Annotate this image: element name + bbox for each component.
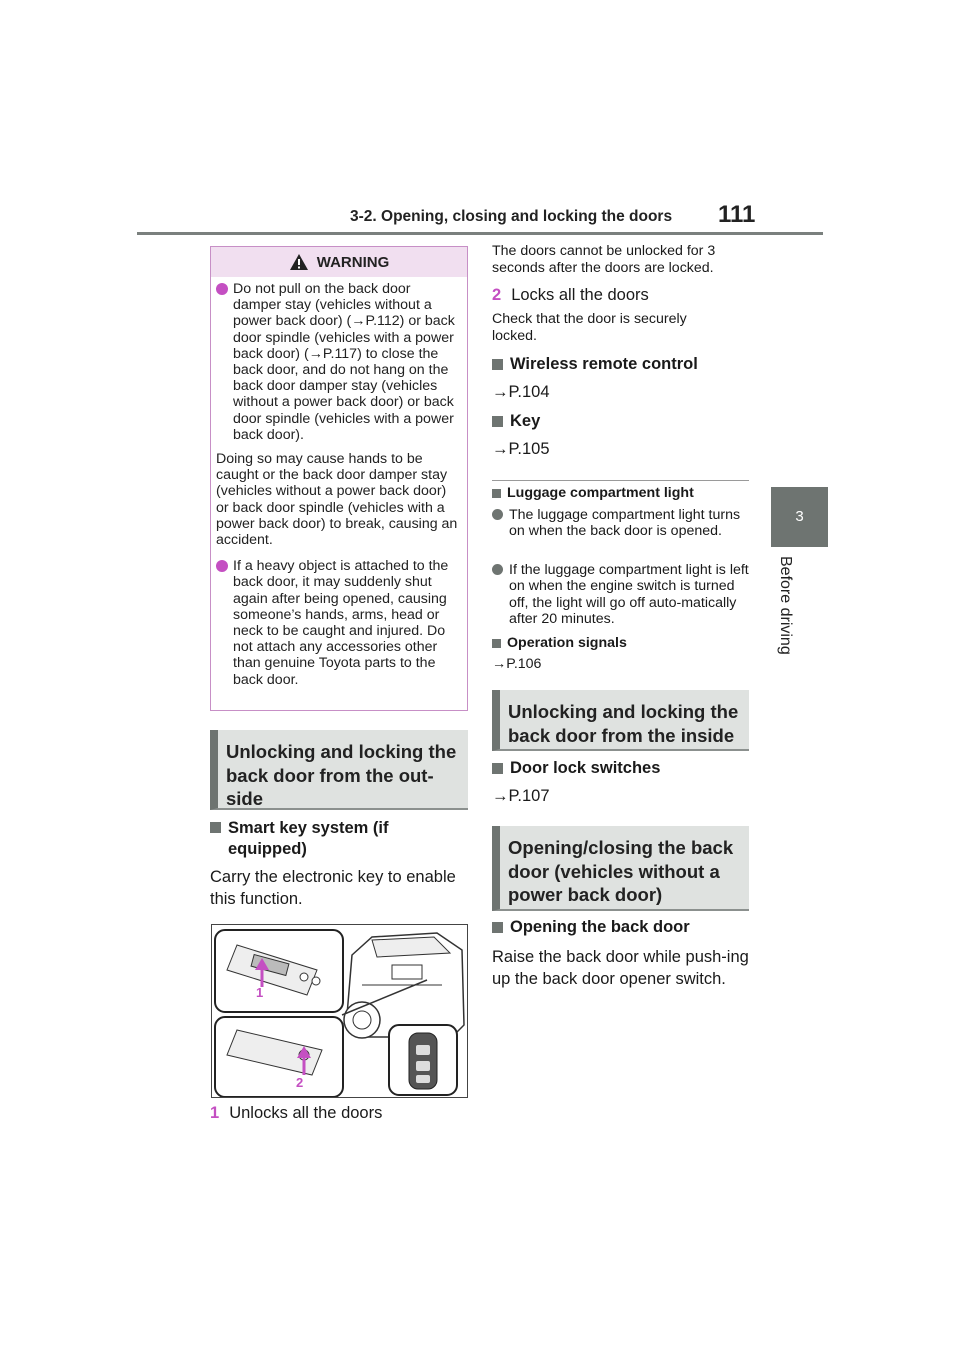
chapter-label: Before driving: [777, 556, 794, 655]
header-title: 3-2. Opening, closing and locking the doors: [350, 208, 673, 225]
step-2-note: Check that the door is securely locked.: [492, 311, 687, 344]
door-lock-heading-text: Door lock switches: [510, 759, 661, 777]
bullet-dot-icon: [216, 283, 228, 295]
luggage-bullet-1-text: The luggage compartment light turns on when the back door is opened.: [509, 507, 741, 540]
page-number: 111: [718, 201, 756, 228]
door-lock-heading: [492, 759, 660, 778]
warning-bullet: [216, 281, 461, 443]
figure-label-2: 2: [296, 1075, 304, 1090]
divider: [492, 480, 749, 481]
warning-body: [211, 277, 467, 688]
square-bullet-icon: [492, 763, 503, 774]
chapter-tab: 3: [771, 487, 828, 547]
key-heading: [492, 412, 540, 431]
warning-bullet-text: If a heavy object is attached to the back door, it may suddenly shut again after being opened, causing someone’s hands, arms, head or neck to be caught and injured. Do not attach any accessories other than genuine Toyota parts to the back door.: [233, 558, 449, 688]
warning-box: [210, 246, 468, 711]
opening-body: Raise the back door while push-ing up the back door opener switch.: [492, 948, 749, 988]
luggage-bullet-2: [492, 562, 752, 627]
warning-title: WARNING: [316, 253, 390, 271]
opening-heading-text: Opening the back door: [510, 918, 690, 936]
square-bullet-icon: [210, 822, 221, 833]
signals-heading-text: Operation signals: [507, 635, 627, 651]
warning-bullet: [216, 558, 461, 688]
section-title-opening: Opening/closing the back door (vehicles without a power back door): [492, 826, 749, 911]
luggage-bullet-2-text: If the luggage compartment light is left on when the engine switch is turned off, the light will go off auto-matically after 20 minutes.: [509, 562, 749, 627]
luggage-bullet-1: [492, 507, 752, 540]
warning-icon: [289, 253, 309, 271]
bullet-dot-icon: [492, 564, 503, 575]
bullet-dot-icon: [492, 509, 503, 520]
section-title-inside: Unlocking and locking the back door from the inside: [492, 690, 749, 751]
figure-label-1: 1: [256, 985, 264, 1000]
wireless-heading-text: Wireless remote control: [510, 355, 698, 373]
chapter-label-wrap: [770, 556, 800, 666]
square-bullet-icon: [492, 922, 503, 933]
back-door-illustration: [211, 924, 468, 1098]
step-1: [210, 1102, 460, 1124]
header-rule: [137, 232, 823, 235]
section-title-outside: Unlocking and locking the back door from the out-side: [210, 730, 468, 810]
key-heading-text: Key: [510, 412, 541, 430]
wireless-ref: →P.104: [492, 383, 550, 401]
smart-key-heading-text: Smart key system (if equipped): [228, 819, 389, 858]
luggage-heading-text: Luggage compartment light: [507, 485, 694, 501]
warning-bullet-text: Do not pull on the back door damper stay (vehicles without a power back door) (→P.112) or back door spindle (vehicles with a power back door) (→P.117) to close the back door, and do not hang on the back door damper stay (vehicles without a power back door) or back door spindle (vehicles with a power back door).: [233, 281, 455, 443]
step-1-number: 1: [210, 1104, 220, 1122]
step-2: [492, 284, 754, 306]
smart-key-body: Carry the electronic key to enable this function.: [210, 868, 456, 908]
bullet-dot-icon: [216, 560, 228, 572]
luggage-heading: [492, 485, 694, 501]
signals-ref: →P.106: [492, 656, 542, 672]
signals-heading: [492, 635, 627, 651]
opening-heading: [492, 918, 690, 937]
warning-header: [211, 247, 467, 277]
illustration-graphic: [212, 925, 468, 1098]
square-bullet-icon: [492, 359, 503, 370]
door-lock-ref: →P.107: [492, 787, 550, 805]
wireless-heading: [492, 355, 698, 374]
square-bullet-icon: [492, 639, 501, 648]
square-bullet-icon: [492, 416, 503, 427]
square-bullet-icon: [492, 489, 501, 498]
step-2-number: 2: [492, 286, 502, 304]
key-ref: →P.105: [492, 440, 550, 458]
warning-paragraph: Doing so may cause hands to be caught or the back door damper stay (vehicles without a power back door) or back door spindle (vehicles with a power back door) to break, causing an accident.: [216, 451, 458, 549]
step-2-text: Locks all the doors: [511, 286, 649, 304]
unlock-delay-note: The doors cannot be unlocked for 3 seconds after the doors are locked.: [492, 243, 716, 276]
smart-key-heading: [210, 818, 460, 860]
step-1-text: Unlocks all the doors: [229, 1104, 383, 1122]
